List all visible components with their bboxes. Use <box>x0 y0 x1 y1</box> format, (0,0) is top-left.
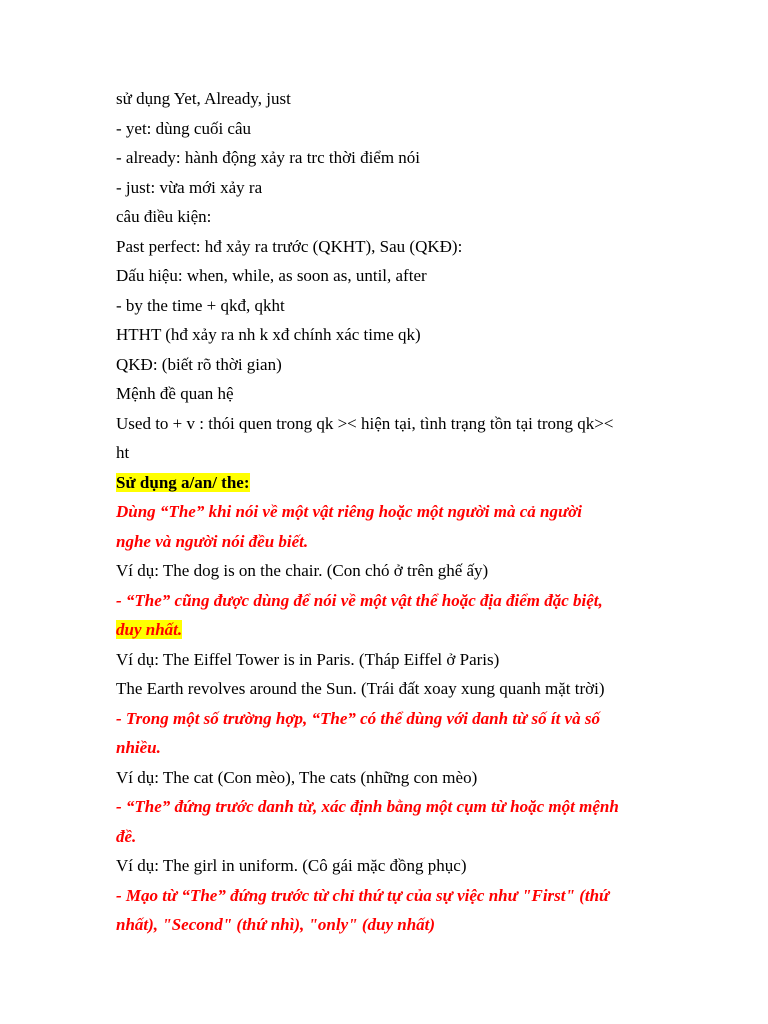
example-line: Ví dụ: The girl in uniform. (Cô gái mặc đồng phục) <box>116 856 467 875</box>
rule-line: nhất), "Second" (thứ nhì), "only" (duy nhất) <box>116 915 436 934</box>
text-line: sử dụng Yet, Already, just <box>116 89 291 108</box>
text-line: - already: hành động xảy ra trc thời điểm nói <box>116 148 421 167</box>
rule-line: đề. <box>116 826 137 846</box>
rule-line: - Trong một số trường hợp, “The” có thể dùng với danh từ số ít và số <box>116 708 600 728</box>
rule-line-highlighted <box>116 615 676 645</box>
highlighted-text: duy nhất. <box>116 620 183 639</box>
text-line: Dấu hiệu: when, while, as soon as, until, after <box>116 266 427 285</box>
text-line: HTHT (hđ xảy ra nh k xđ chính xác time qk) <box>116 325 421 344</box>
text-line: - just: vừa mới xảy ra <box>116 177 263 197</box>
text-line: Past perfect: hđ xảy ra trước (QKHT), Sau (QKĐ): <box>116 236 463 256</box>
section-heading-line <box>116 468 676 498</box>
text-line: - by the time + qkđ, qkht <box>116 295 285 315</box>
rule-line: Dùng “The” khi nói về một vật riêng hoặc một người mà cả người <box>116 502 583 521</box>
text-line: QKĐ: (biết rõ thời gian) <box>116 354 282 374</box>
document-page <box>116 84 676 940</box>
example-line: Ví dụ: The cat (Con mèo), The cats (những con mèo) <box>116 767 478 787</box>
text-line: Mệnh đề quan hệ <box>116 384 234 403</box>
text-line: câu điều kiện: <box>116 207 212 226</box>
example-line: The Earth revolves around the Sun. (Trái đất xoay xung quanh mặt trời) <box>116 679 605 698</box>
section-heading: Sử dụng a/an/ the: <box>116 472 250 492</box>
rule-line: - Mạo từ “The” đứng trước từ chỉ thứ tự của sự việc như "First" (thứ <box>116 885 610 905</box>
rule-line: nhiều. <box>116 738 161 757</box>
rule-line: - “The” đứng trước danh từ, xác định bằng một cụm từ hoặc một mệnh <box>116 797 619 816</box>
example-line: Ví dụ: The Eiffel Tower is in Paris. (Tháp Eiffel ở Paris) <box>116 649 500 669</box>
text-line: - yet: dùng cuối câu <box>116 118 252 138</box>
rule-line: nghe và người nói đều biết. <box>116 531 309 551</box>
text-line: ht <box>116 443 130 462</box>
text-line: Used to + v : thói quen trong qk >< hiện tại, tình trạng tồn tại trong qk>< <box>116 413 614 433</box>
rule-line: - “The” cũng được dùng để nói về một vật thể hoặc địa điểm đặc biệt, <box>116 590 603 610</box>
example-line: Ví dụ: The dog is on the chair. (Con chó ở trên ghế ấy) <box>116 561 489 580</box>
